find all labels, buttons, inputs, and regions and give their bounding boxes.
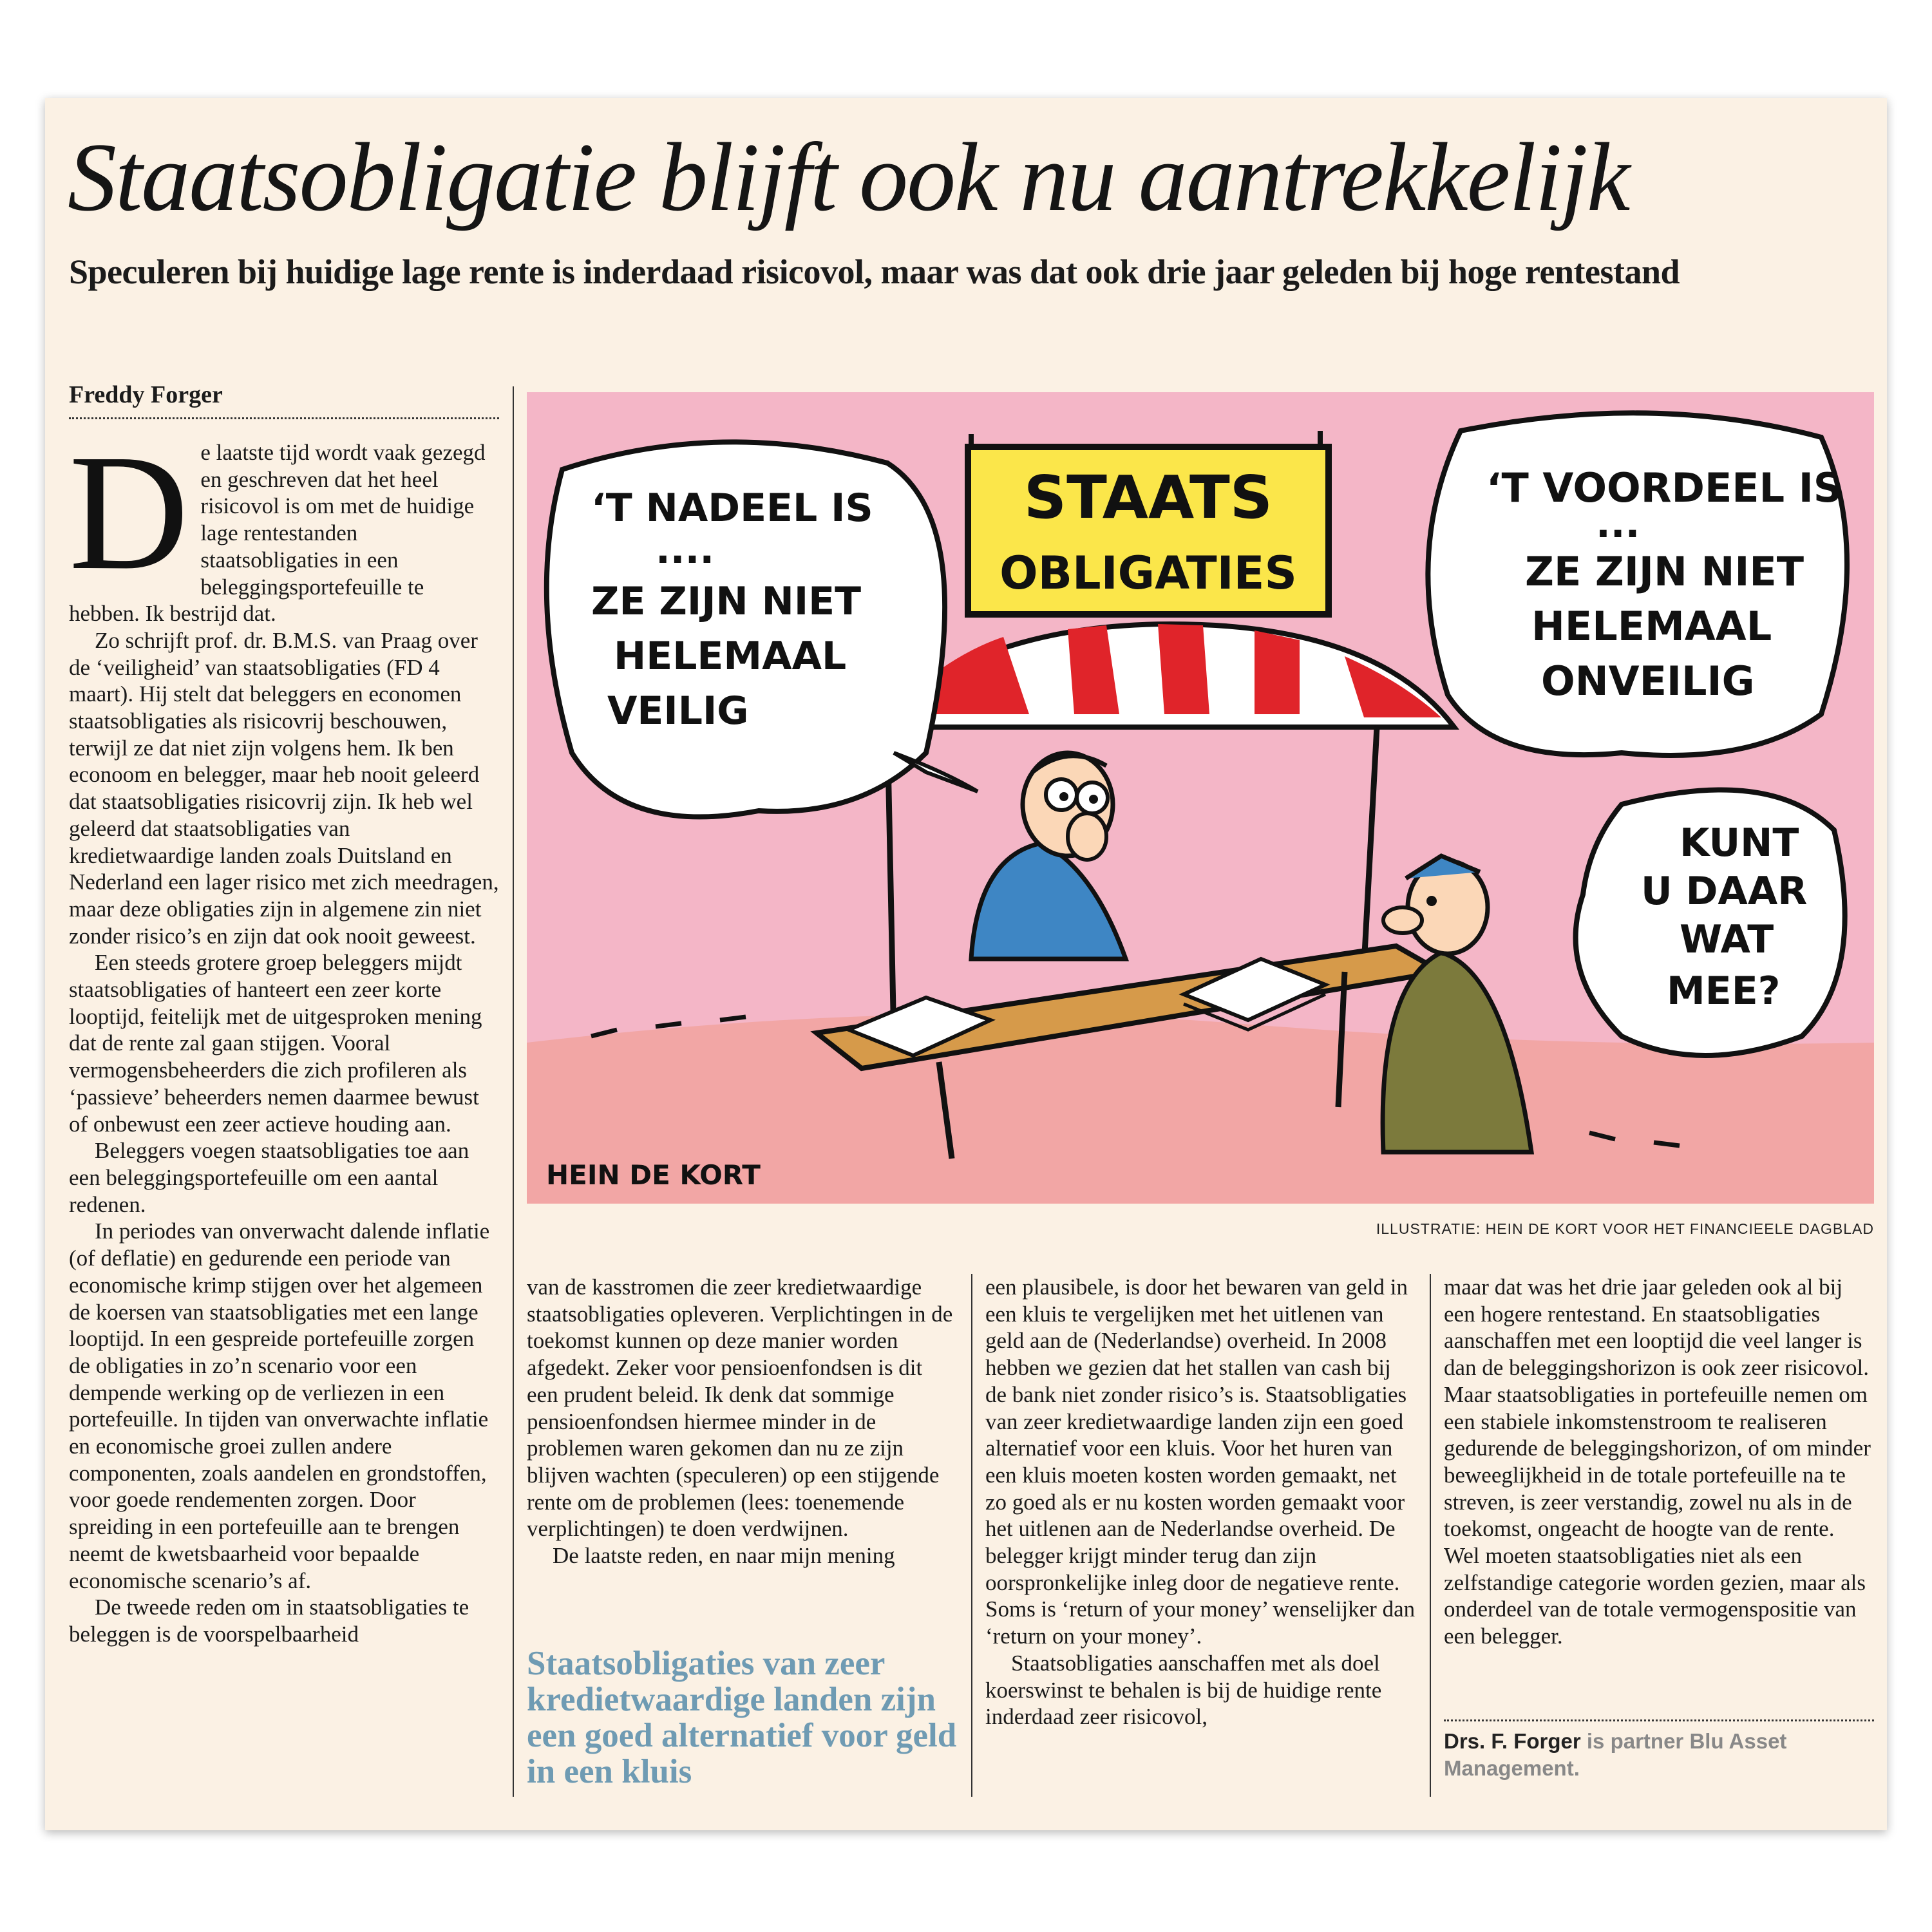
column-divider — [513, 386, 514, 1797]
paragraph: een plausibele, is door het bewaren van geld in een kluis te vergelijken met het uitlenen van geld aan de (Nederlandse) overheid. In 2008 hebben we gezien dat het stallen van cash bij de bank niet zonder risico’s is. Staatsobligaties van zeer kredietwaardige landen zijn een goed alternatief voor een kluis. Voor het huren van een kluis moeten kosten worden gemaakt, net zo goed als er nu kosten worden gemaakt voor het uitlenen aan de Nederlandse overheid. De belegger krijgt minder terug dan zijn oorspronkelijke inleg door de negatieve rente. Soms is ‘return of your money’ wenselijker dan ‘return on your money’. — [985, 1274, 1416, 1649]
paragraph: Staatsobligaties aanschaffen met als doel koerswinst te behalen is bij de huidige rente inderdaad zeer risicovol, — [985, 1650, 1382, 1730]
bubble-right-line: HELEMAAL — [1531, 603, 1772, 650]
bubble-left-line: .... — [656, 527, 715, 573]
paragraph: van de kasstromen die zeer kredietwaardige staatsobligaties opleveren. Verplichtingen in de toekomst kunnen op deze manier worden afgedekt. Zeker voor pensioenfondsen is dit een prudent beleid. Ik denk dat sommige pensioenfondsen hiermee minder in de problemen waren gekomen dan nu ze zijn blijven wachten (speculeren) op een stijgende rente om de problemen (lees: toenemende verplichtingen) te doen verdwijnen. — [527, 1274, 953, 1542]
paragraph: Zo schrijft prof. dr. B.M.S. van Praag over de ‘veiligheid’ van staatsobligaties (FD 4 maart). Hij stelt dat beleggers en economen staatsobligaties als risicovrij beschouwen, terwijl ze dat niet zijn volgens hem. Ik ben econoom en belegger, maar heb nooit geleerd dat staatsobligaties risicovrij zijn. Ik heb wel geleerd dat staatsobligaties van kredietwaardige landen zoals Duitsland en Nederland een lager risico met zich meedragen, maar deze obligaties zijn in algemene zin niet zonder risico’s en zijn dat ook nooit geweest. — [69, 627, 499, 949]
bubble-left-line: ‘T NADEEL IS — [591, 486, 873, 531]
bubble-small-line: MEE? — [1667, 969, 1781, 1014]
paragraph: maar dat was het drie jaar geleden ook al bij een hogere rentestand. En staatsobligaties aanschaffen met een looptijd die veel langer is dan de beleggingshorizon is ook zeer risicovol. Maar staatsobligaties in portefeuille nemen om een stabiele inkomstenstroom te realiseren gedurende de beleggingshorizon, of om minder beweeglijkheid in de totale portefeuille na te streven, is zeer verstandig, zowel nu als in de toekomst, ongeacht de hoogte van de rente. Wel moeten staatsobligaties niet als een zelfstandige categorie worden gezien, maar als onderdeel van de totale vermogenspositie van een belegger. — [1444, 1274, 1871, 1649]
bubble-small-line: KUNT — [1680, 820, 1799, 866]
paragraph: In periodes van onverwacht dalende inflatie (of deflatie) en gedurende een periode van economische krimp stijgen over het algemeen de koersen van staatsobligaties met een lange looptijd. In een gespreide portefeuille zorgen de obligaties in zo’n scenario voor een dempende werking op de verliezen in een portefeuille. In tijden van onverwachte inflatie en economische groei zullen andere componenten, zoals aandelen en grondstoffen, voor goede rendementen zorgen. Door spreiding in een portefeuille aan te brengen neemt de kwetsbaarheid voor bepaalde economische scenario’s af. — [69, 1218, 490, 1593]
bubble-left-line: ZE ZIJN NIET — [591, 579, 862, 624]
column-2 — [527, 1274, 957, 1569]
illustration-credit: ILLUSTRATIE: HEIN DE KORT VOOR HET FINANCIEELE DAGBLAD — [1376, 1220, 1874, 1237]
column-3 — [985, 1274, 1416, 1730]
column-4 — [1444, 1274, 1874, 1650]
cartoonist-signature: HEIN DE KORT — [546, 1159, 761, 1191]
paragraph: De tweede reden om in staatsobligaties te beleggen is de voorspelbaarheid — [69, 1595, 469, 1647]
sign-text-line1: STAATS — [1023, 463, 1273, 532]
article-title: Staatsobligatie blijft ook nu aantrekkelijk — [68, 123, 1629, 231]
column-divider — [971, 1274, 972, 1797]
paragraph: Een steeds grotere groep beleggers mijdt staatsobligaties of hanteert een zeer korte looptijd, feitelijk met de uitgesproken mening dat de rente zal gaan stijgen. Vooral vermogensbeheerders die zich profileren als ‘passieve’ beheerders nemen daarmee bewust of onbewust een zeer actieve houding aan. — [69, 950, 482, 1137]
bubble-left-line: HELEMAAL — [614, 634, 847, 679]
paragraph: De laatste reden, en naar mijn mening — [553, 1543, 895, 1569]
pull-quote: Staatsobligaties van zeer kredietwaardige landen zijn een goed alternatief voor geld in een kluis — [527, 1645, 957, 1790]
author-role: is partner Blu Asset Management. — [1444, 1729, 1787, 1780]
byline: Freddy Forger — [69, 380, 499, 419]
bubble-right-line: ZE ZIJN NIET — [1525, 548, 1804, 595]
bubble-right-line: ... — [1596, 502, 1640, 547]
article-subtitle: Speculeren bij huidige lage rente is inderdaad risicovol, maar was dat ook drie jaar geleden bij hoge rentestand — [69, 252, 1680, 291]
drop-cap: D — [69, 420, 189, 604]
cartoon-illustration — [527, 392, 1874, 1204]
column-1 — [69, 420, 499, 1648]
bubble-right-line: ONVEILIG — [1541, 658, 1755, 705]
bubble-small-line: U DAAR — [1641, 869, 1808, 914]
paragraph: e laatste tijd wordt vaak gezegd en geschreven dat het heel risicovol is om met de huidige lage rentestanden staatsobligaties in een beleggingsportefeuille te hebben. Ik bestrijd dat. — [69, 440, 486, 627]
bubble-left-line: VEILIG — [607, 688, 749, 734]
column-divider — [1430, 1274, 1431, 1797]
bubble-right-line: ‘T VOORDEEL IS — [1486, 464, 1842, 511]
paragraph: Beleggers voegen staatsobligaties toe aan een beleggingsportefeuille om een aantal redenen. — [69, 1138, 469, 1217]
sign-text-line2: OBLIGATIES — [999, 547, 1297, 600]
bubble-small-line: WAT — [1680, 917, 1774, 962]
author-box — [1444, 1719, 1874, 1782]
author-name: Drs. F. Forger — [1444, 1729, 1581, 1753]
